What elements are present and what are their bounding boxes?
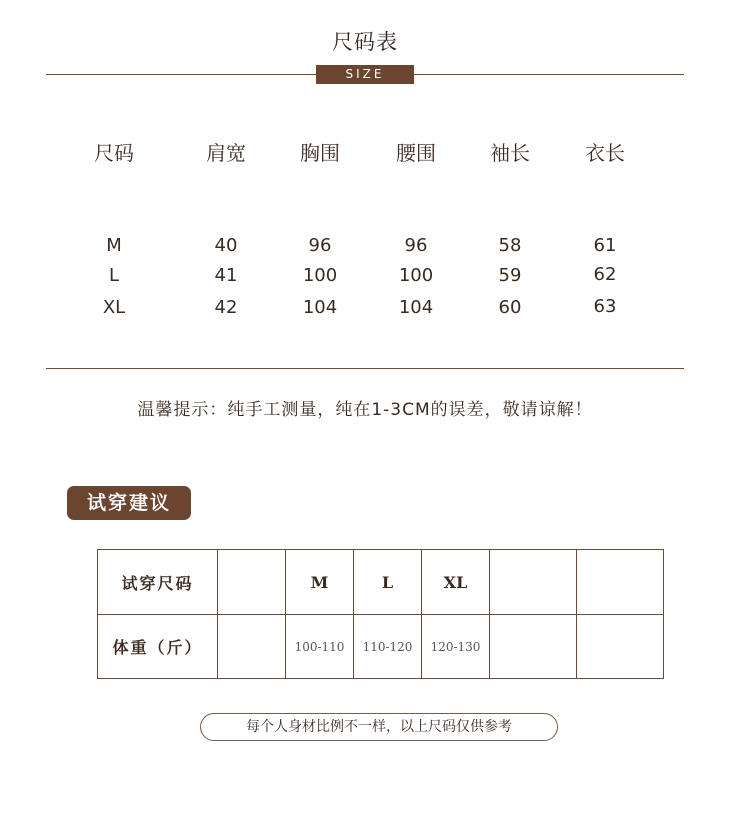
page-title: 尺码表	[332, 30, 398, 54]
col-header-waist: 腰围	[396, 141, 436, 165]
table-bottom-divider	[46, 368, 684, 369]
size-cell: 100	[302, 265, 338, 286]
empty-cell	[577, 550, 664, 615]
size-cell: 61	[593, 235, 617, 256]
table-row	[98, 550, 664, 615]
empty-cell	[577, 615, 664, 679]
fit-size-m: M	[286, 550, 354, 615]
measurement-tip: 温馨提示：纯手工测量，纯在1-3CM的误差，敬请谅解！	[137, 400, 593, 420]
size-cell: 60	[498, 297, 522, 318]
table-row	[98, 615, 664, 679]
fit-advice-badge: 试穿建议	[67, 486, 191, 520]
fit-size-xl: XL	[422, 550, 490, 615]
size-cell: 63	[593, 296, 617, 317]
size-cell: 40	[214, 235, 238, 256]
size-cell: 104	[302, 297, 338, 318]
size-cell: 41	[214, 265, 238, 286]
empty-cell	[490, 615, 577, 679]
fit-weight-m: 100-110	[286, 615, 354, 679]
size-cell: 96	[404, 235, 428, 256]
size-cell: 42	[214, 297, 238, 318]
col-header-sleeve: 袖长	[490, 141, 530, 165]
size-cell: 100	[398, 265, 434, 286]
col-header-length: 衣长	[585, 141, 625, 165]
title-divider-left	[46, 74, 316, 75]
size-cell: XL	[102, 297, 126, 318]
fit-size-l: L	[354, 550, 422, 615]
col-header-chest: 胸围	[300, 141, 340, 165]
fit-advice-table	[97, 549, 664, 679]
size-cell: 96	[308, 235, 332, 256]
empty-cell	[218, 615, 286, 679]
fit-weight-l: 110-120	[354, 615, 422, 679]
title-divider-right	[414, 74, 684, 75]
col-header-shoulder: 肩宽	[206, 141, 246, 165]
empty-cell	[218, 550, 286, 615]
reference-note: 每个人身材比例不一样，以上尺码仅供参考	[200, 713, 558, 741]
col-header-size: 尺码	[94, 141, 134, 165]
size-cell: 104	[398, 297, 434, 318]
fit-row-label-weight: 体重（斤）	[98, 615, 218, 679]
size-cell: 62	[593, 264, 617, 285]
fit-row-label-size: 试穿尺码	[98, 550, 218, 615]
size-cell: 58	[498, 235, 522, 256]
size-cell: M	[106, 235, 122, 256]
size-cell: L	[108, 265, 120, 286]
size-cell: 59	[498, 265, 522, 286]
fit-weight-xl: 120-130	[422, 615, 490, 679]
empty-cell	[490, 550, 577, 615]
size-tag: SIZE	[316, 65, 414, 84]
